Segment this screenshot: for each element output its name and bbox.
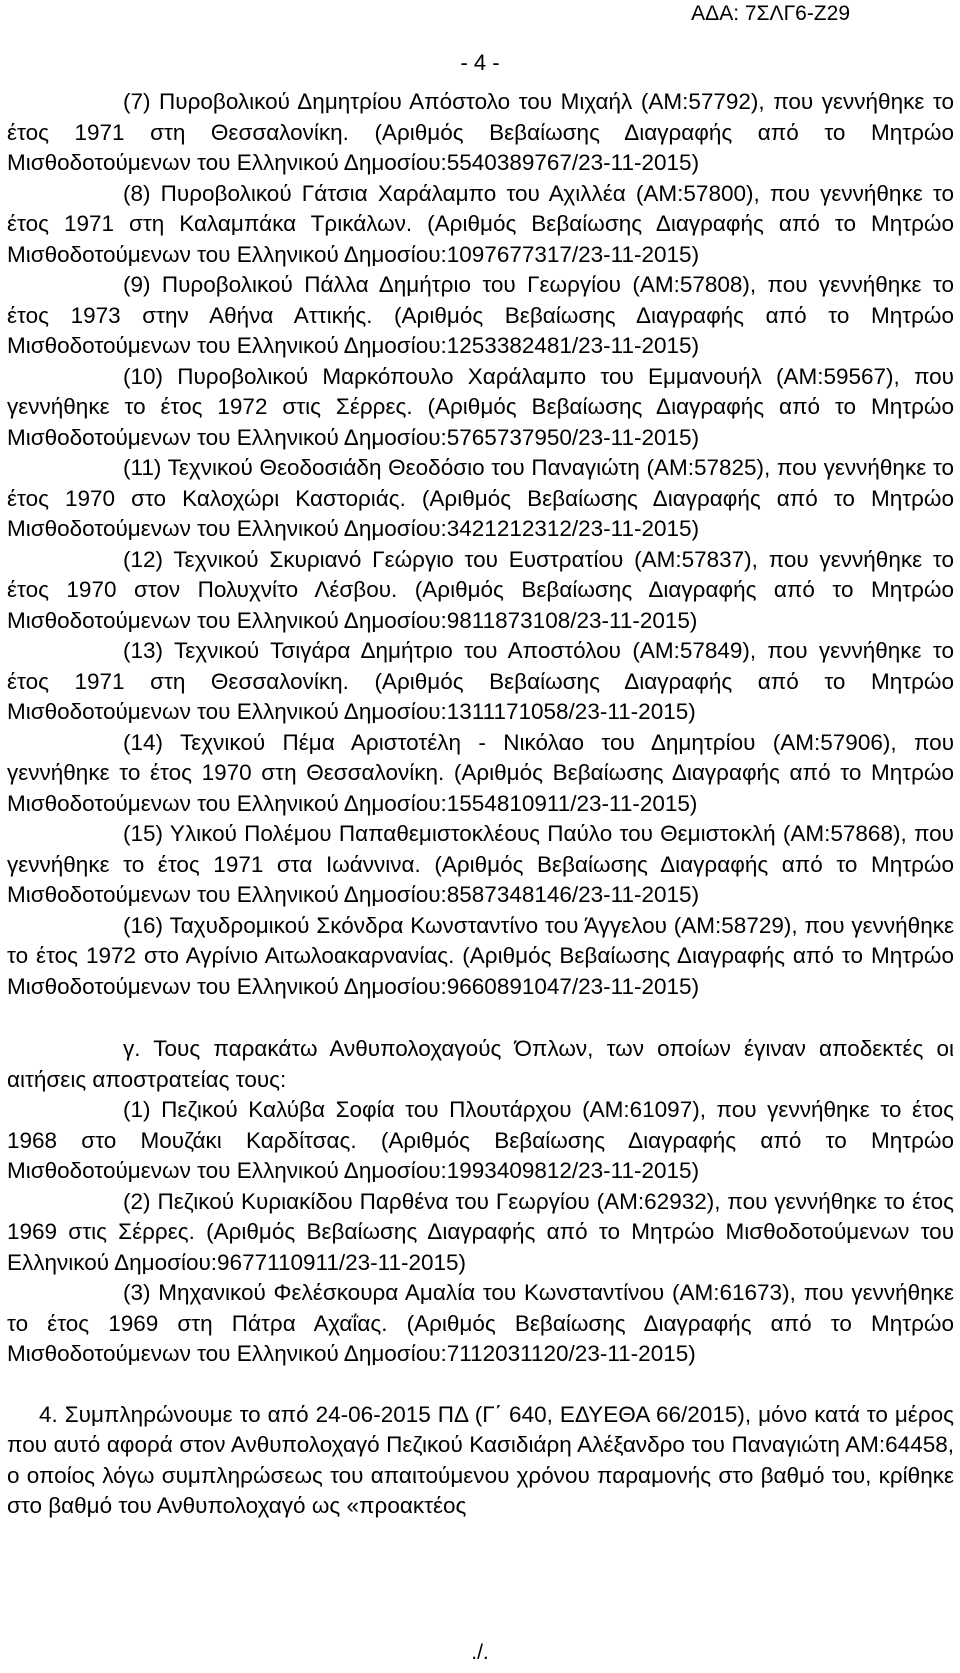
page-number: - 4 - — [460, 50, 500, 75]
list-item: (14) Τεχνικού Πέμα Αριστοτέλη - Νικόλαο του Δημητρίου (ΑΜ:57906), που γεννήθηκε το έτος 1970 στη Θεσσαλονίκη. (Αριθμός Βεβαίωσης Διαγραφής από το Μητρώο Μισθοδοτούμενων του Ελληνικού Δημοσίου:1554810911/23-11-2015) — [7, 729, 954, 816]
list-item: (16) Ταχυδρομικού Σκόνδρα Κωνσταντίνο του Άγγελου (ΑΜ:58729), που γεννήθηκε το έτος 1972 στο Αγρίνιο Αιτωλοακαρνανίας. (Αριθμός Βεβαίωσης Διαγραφής από το Μητρώο Μισθοδοτούμενων του Ελληνικού Δημοσίου:9660891047/23-11-2015) — [7, 912, 954, 999]
continuation-mark: ./. — [471, 1641, 489, 1664]
list-item: (2) Πεζικού Κυριακίδου Παρθένα του Γεωργίου (ΑΜ:62932), που γεννήθηκε το έτος 1969 στις Σέρρες. (Αριθμός Βεβαίωσης Διαγραφής από το Μητρώο Μισθοδοτούμενων του Ελληνικού Δημοσίου:9677110911/23-11-2015) — [7, 1188, 954, 1275]
list-item: (12) Τεχνικού Σκυριανό Γεώργιο του Ευστρατίου (ΑΜ:57837), που γεννήθηκε το έτος 1970 στον Πολυχνίτο Λέσβου. (Αριθμός Βεβαίωσης Διαγραφής από το Μητρώο Μισθοδοτούμενων του Ελληνικού Δημοσίου:9811873108/23-11-2015) — [7, 546, 954, 633]
list-item: (9) Πυροβολικού Πάλλα Δημήτριο του Γεωργίου (ΑΜ:57808), που γεννήθηκε το έτος 1973 στην Αθήνα Αττικής. (Αριθμός Βεβαίωσης Διαγραφής από το Μητρώο Μισθοδοτούμενων του Ελληνικού Δημοσίου:1253382481/23-11-2015) — [7, 272, 954, 358]
list-item: (1) Πεζικού Καλύβα Σοφία του Πλουτάρχου (ΑΜ:61097), που γεννήθηκε το έτος 1968 στο Μουζάκι Καρδίτσας. (Αριθμός Βεβαίωσης Διαγραφής από το Μητρώο Μισθοδοτούμενων του Ελληνικού Δημοσίου:1993409812/23-11-2015) — [7, 1097, 954, 1183]
list-item: (15) Υλικού Πολέμου Παπαθεμιστοκλέους Παύλο του Θεμιστοκλή (ΑΜ:57868), που γεννήθηκε το έτος 1971 στα Ιωάννινα. (Αριθμός Βεβαίωσης Διαγραφής από το Μητρώο Μισθοδοτούμενων του Ελληνικού Δημοσίου:8587348146/23-11-2015) — [7, 821, 954, 907]
section-c-intro: γ. Τους παρακάτω Ανθυπολοχαγούς Όπλων, των οποίων έγιναν αποδεκτές οι αιτήσεις αποστρατείας τους: — [7, 1036, 954, 1092]
document-body — [7, 87, 954, 1522]
spacer — [7, 1002, 954, 1034]
list-item: (13) Τεχνικού Τσιγάρα Δημήτριο του Αποστόλου (ΑΜ:57849), που γεννήθηκε το έτος 1971 στη Θεσσαλονίκη. (Αριθμός Βεβαίωσης Διαγραφής από το Μητρώο Μισθοδοτούμενων του Ελληνικού Δημοσίου:1311171058/23-11-2015) — [7, 638, 954, 724]
list-item: (10) Πυροβολικού Μαρκόπουλο Χαράλαμπο του Εμμανουήλ (ΑΜ:59567), που γεννήθηκε το έτος 1972 στις Σέρρες. (Αριθμός Βεβαίωσης Διαγραφής από το Μητρώο Μισθοδοτούμενων του Ελληνικού Δημοσίου:5765737950/23-11-2015) — [7, 363, 954, 450]
section-4-paragraph: 4. Συμπληρώνουμε το από 24-06-2015 ΠΔ (Γ΄ 640, ΕΔΥΕΘΑ 66/2015), μόνο κατά το μέρος που αυτό αφορά στον Ανθυπολοχαγό Πεζικού Κασιδιάρη Αλέξανδρο του Παναγιώτη ΑΜ:64458, ο οποίος λόγω συμπληρώσεως του απαιτούμενου χρόνου παραμονής στο βαθμό του, κρίθηκε στο βαθμό του Ανθυπολοχαγό ως «προακτέος — [7, 1401, 954, 1518]
list-item: (3) Μηχανικού Φελέσκουρα Αμαλία του Κωνσταντίνου (ΑΜ:61673), που γεννήθηκε το έτος 1969 στη Πάτρα Αχαΐας. (Αριθμός Βεβαίωσης Διαγραφής από το Μητρώο Μισθοδοτούμενων του Ελληνικού Δημοσίου:7112031120/23-11-2015) — [7, 1280, 954, 1366]
list-item: (11) Τεχνικού Θεοδοσιάδη Θεοδόσιο του Παναγιώτη (ΑΜ:57825), που γεννήθηκε το έτος 1970 στο Καλοχώρι Καστοριάς. (Αριθμός Βεβαίωσης Διαγραφής από το Μητρώο Μισθοδοτούμενων του Ελληνικού Δημοσίου:3421212312/23-11-2015) — [7, 455, 954, 541]
spacer — [7, 1370, 954, 1400]
list-item: (8) Πυροβολικού Γάτσια Χαράλαμπο του Αχιλλέα (ΑΜ:57800), που γεννήθηκε το έτος 1971 στη Καλαμπάκα Τρικάλων. (Αριθμός Βεβαίωσης Διαγραφής από το Μητρώο Μισθοδοτούμενων του Ελληνικού Δημοσίου:1097677317/23-11-2015) — [7, 180, 954, 267]
list-item: (7) Πυροβολικού Δημητρίου Απόστολο του Μιχαήλ (ΑΜ:57792), που γεννήθηκε το έτος 1971 στη Θεσσαλονίκη. (Αριθμός Βεβαίωσης Διαγραφής από το Μητρώο Μισθοδοτούμενων του Ελληνικού Δημοσίου:5540389767/23-11-2015) — [7, 89, 954, 175]
document-code: ΑΔΑ: 7ΣΛΓ6-Ζ29 — [691, 2, 850, 25]
